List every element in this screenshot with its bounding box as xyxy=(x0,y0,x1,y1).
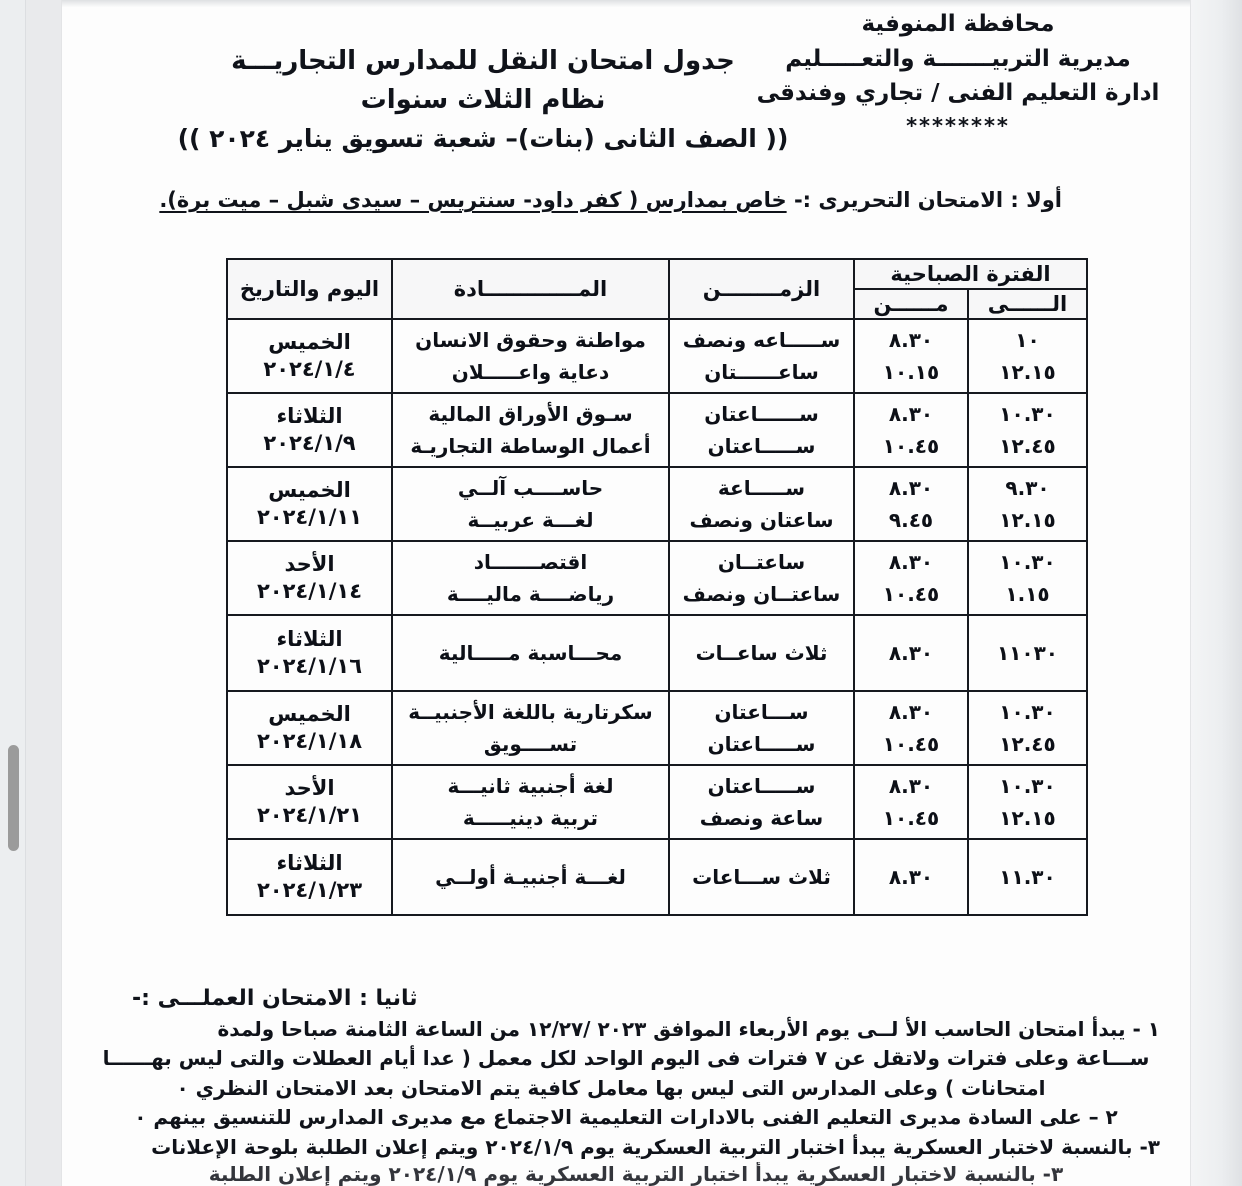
cell-duration xyxy=(669,765,854,839)
table-row xyxy=(227,839,1087,915)
table-row xyxy=(227,467,1087,541)
written-exam-label: أولا : الامتحان التحريرى :- xyxy=(793,188,1062,212)
table-row xyxy=(227,615,1087,691)
cell-time-to xyxy=(968,393,1087,467)
cell-time-to xyxy=(968,541,1087,615)
cell-day-date xyxy=(227,839,392,915)
cell-subject-line: رياضــــة ماليــــة xyxy=(446,582,615,606)
table-row xyxy=(227,541,1087,615)
cell-duration xyxy=(669,541,854,615)
cell-subject-line: لغة أجنبية ثانيـــة xyxy=(447,774,614,798)
cell-subject-line: مواطنة وحقوق الانسان xyxy=(415,328,646,352)
cell-subject xyxy=(392,467,669,541)
exam-date: ٢٠٢٤/١/٩ xyxy=(263,431,356,455)
header-to: الــــــى xyxy=(968,289,1087,319)
day-name: الثلاثاء xyxy=(276,850,343,875)
cell-duration-line: ســـــاعتان xyxy=(707,774,816,798)
cell-time-from-line: ١٠.٤٥ xyxy=(882,434,940,458)
cell-duration-line: ســـــاعتان xyxy=(707,434,816,458)
day-name: الخميس xyxy=(268,701,351,726)
table-row xyxy=(227,319,1087,393)
title-line-2: نظام الثلاث سنوات xyxy=(360,85,606,115)
cell-time-to-line: ١٢.١٥ xyxy=(999,508,1056,532)
exam-date: ٢٠٢٤/١/١٦ xyxy=(256,654,363,678)
header-day-date: اليوم والتاريخ xyxy=(227,259,392,319)
title-line-1: جدول امتحان النقل للمدارس التجاريـــة xyxy=(231,46,735,76)
exam-date: ٢٠٢٤/١/٢١ xyxy=(256,803,363,827)
cell-subject-line: لغـــة أجنبيـة أولــي xyxy=(435,865,626,889)
cell-time-from xyxy=(854,615,968,691)
cell-duration-line: ســـــاعة xyxy=(717,476,806,500)
cell-duration xyxy=(669,393,854,467)
cell-subject xyxy=(392,319,669,393)
cell-subject xyxy=(392,541,669,615)
cell-day-date xyxy=(227,541,392,615)
cell-day-date xyxy=(227,467,392,541)
cell-time-from xyxy=(854,691,968,765)
cell-time-to-line: ١٢.٤٥ xyxy=(999,732,1056,756)
cell-duration xyxy=(669,691,854,765)
cell-time-to-line: ١٢.١٥ xyxy=(999,360,1056,384)
header-subject: المـــــــــــــادة xyxy=(392,259,669,319)
cell-time-from xyxy=(854,839,968,915)
header-morning-period: الفترة الصباحية xyxy=(854,259,1087,289)
cell-time-from-line: ٩.٤٥ xyxy=(888,508,934,532)
note-item: ٢ – على السادة مديرى التعليم الفنى بالادارات التعليمية الاجتماع مع مديرى المدارس للتنسيق بينهم ٠ xyxy=(134,1105,1118,1130)
cell-time-from-line: ١٠.٤٥ xyxy=(882,732,940,756)
cell-time-from-line: ١٠.٤٥ xyxy=(882,806,940,830)
cell-time-to xyxy=(968,615,1087,691)
cell-time-to-line: ١٠ xyxy=(1015,328,1040,352)
clipped-bottom-line: ٣- بالنسبة لاختبار العسكرية يبدأ اختبار التربية العسكرية يوم ٢٠٢٤/١/٩ ويتم إعلان الطلبة xyxy=(208,1162,1064,1186)
cell-duration-line: ساعتــان xyxy=(717,550,806,574)
cell-time-to xyxy=(968,765,1087,839)
cell-time-from xyxy=(854,467,968,541)
cell-time-from-line: ٨.٣٠ xyxy=(888,774,934,798)
cell-duration-line: ساعتان ونصف xyxy=(689,508,834,532)
separator-stars: ******** xyxy=(906,113,1010,138)
table-body xyxy=(227,319,1087,915)
written-exam-scope-line xyxy=(159,188,1062,212)
cell-duration-line: ثلاث ســـاعات xyxy=(692,865,831,889)
cell-day-date xyxy=(227,393,392,467)
table-row xyxy=(227,691,1087,765)
cell-duration-line: ســـــاعتان xyxy=(707,732,816,756)
cell-time-from xyxy=(854,319,968,393)
day-name: الخميس xyxy=(268,477,351,502)
table-row xyxy=(227,765,1087,839)
note-item: امتحانات ) وعلى المدارس التى ليس بها معامل كافية يتم الامتحان بعد الامتحان النظري ٠ xyxy=(176,1075,1046,1100)
cell-subject-line: سـوق الأوراق المالية xyxy=(428,402,633,426)
cell-duration xyxy=(669,615,854,691)
cell-time-from-line: ١٠.١٥ xyxy=(882,360,940,384)
exam-date: ٢٠٢٤/١/١٤ xyxy=(256,579,363,603)
cell-day-date xyxy=(227,319,392,393)
cell-subject-line: محـــاسبة مـــــالية xyxy=(438,641,623,665)
cell-duration-line: ســـــاعه ونصف xyxy=(682,328,841,352)
cell-time-from-line: ٨.٣٠ xyxy=(888,402,934,426)
table-header xyxy=(227,259,1087,319)
cell-subject xyxy=(392,765,669,839)
cell-time-to-line: ١٠.٣٠ xyxy=(999,550,1056,574)
cell-subject-line: تســــويق xyxy=(483,732,578,756)
cell-time-from-line: ٨.٣٠ xyxy=(888,865,934,889)
table-header-row-1 xyxy=(227,259,1087,289)
governorate-name: محافظة المنوفية xyxy=(861,11,1055,37)
organization-header xyxy=(748,8,1168,144)
cell-time-to-line: ١٠.٣٠ xyxy=(999,700,1056,724)
exam-schedule-table xyxy=(226,258,1088,916)
cell-time-to xyxy=(968,467,1087,541)
note-item: ســـاعة وعلى فترات ولاتقل عن ٧ فترات فى اليوم الواحد لكل معمل ( عدا أيام العطلات والتى ليس بهــــــا xyxy=(102,1046,1150,1071)
cell-subject xyxy=(392,839,669,915)
cell-time-to-line: ١١.٣٠ xyxy=(999,865,1056,889)
cell-subject-line: سكرتارية باللغة الأجنبيــة xyxy=(408,700,653,724)
cell-subject-line: لغـــة عربيــة xyxy=(467,508,594,532)
document-page xyxy=(62,0,1190,1186)
day-name: الثلاثاء xyxy=(276,626,343,651)
notes-heading: ثانيا : الامتحان العملـــى :- xyxy=(132,986,418,1011)
exam-date: ٢٠٢٤/١/١١ xyxy=(256,505,363,529)
cell-time-to-line: ١٢.٤٥ xyxy=(999,434,1056,458)
cell-duration-line: ساعة ونصف xyxy=(699,806,824,830)
cell-time-from-line: ٨.٣٠ xyxy=(888,328,934,352)
title-line-3: (( الصف الثانى (بنات)– شعبة تسويق يناير ٢٠٢٤ )) xyxy=(177,124,789,153)
day-name: الخميس xyxy=(268,329,351,354)
cell-time-from xyxy=(854,765,968,839)
day-name: الثلاثاء xyxy=(276,403,343,428)
cell-time-to xyxy=(968,691,1087,765)
cell-time-from-line: ٨.٣٠ xyxy=(888,641,934,665)
cell-subject-line: اقتصـــــــاد xyxy=(473,550,588,574)
cell-time-from xyxy=(854,393,968,467)
vertical-scrollbar-track[interactable] xyxy=(0,0,26,1186)
exam-date: ٢٠٢٤/١/١٨ xyxy=(256,729,363,753)
cell-duration xyxy=(669,467,854,541)
cell-day-date xyxy=(227,615,392,691)
cell-subject-line: دعاية واعـــــلان xyxy=(451,360,610,384)
cell-duration-line: ساعــــــتان xyxy=(704,360,819,384)
directorate-name: مديرية التربيـــــــة والتعـــــليم xyxy=(785,45,1131,72)
cell-duration xyxy=(669,319,854,393)
cell-time-to-line: ١٢.١٥ xyxy=(999,806,1056,830)
exam-schedule-table-wrap xyxy=(228,258,1088,916)
cell-time-to-line: ١٠.٣٠ xyxy=(999,402,1056,426)
note-item: ٣- بالنسبة لاختبار العسكرية يبدأ اختبار التربية العسكرية يوم ٢٠٢٤/١/٩ ويتم إعلان الطلبة بلوحة الإعلانات xyxy=(151,1134,1160,1159)
department-name: ادارة التعليم الفنى / تجاري وفندقى xyxy=(756,80,1160,107)
day-name: الأحد xyxy=(284,551,335,576)
header-duration: الزمــــــــن xyxy=(669,259,854,319)
header-from: مــــــن xyxy=(854,289,968,319)
practical-exam-notes xyxy=(92,986,1160,1162)
cell-duration-line: ثلاث ساعــات xyxy=(695,641,828,665)
cell-duration-line: ســـاعتان xyxy=(714,700,809,724)
note-item: ١ - يبدأ امتحان الحاسب الأ لــى يوم الأربعاء الموافق ٢٠٢٣ /١٢/٢٧ من الساعة الثامنة صباحا ولمدة xyxy=(217,1017,1160,1041)
document-title xyxy=(168,42,798,158)
cell-subject-line: أعمال الوساطة التجاريـة xyxy=(410,434,651,458)
cell-subject xyxy=(392,691,669,765)
cell-time-to xyxy=(968,839,1087,915)
vertical-scrollbar-thumb[interactable] xyxy=(8,745,19,851)
cell-time-from-line: ٨.٣٠ xyxy=(888,476,934,500)
cell-time-from-line: ٨.٣٠ xyxy=(888,550,934,574)
cell-time-to-line: ٩.٣٠ xyxy=(1005,476,1050,500)
cell-time-to xyxy=(968,319,1087,393)
notes-list xyxy=(92,1015,1160,1161)
cell-duration-line: ساعتــان ونصف xyxy=(682,582,841,606)
cell-time-to-line: ١٠.٣٠ xyxy=(999,774,1056,798)
cell-time-from-line: ٨.٣٠ xyxy=(888,700,934,724)
exam-date: ٢٠٢٤/١/٤ xyxy=(263,357,356,381)
cell-time-from-line: ١٠.٤٥ xyxy=(882,582,940,606)
cell-duration xyxy=(669,839,854,915)
exam-date: ٢٠٢٤/١/٢٣ xyxy=(256,878,363,902)
table-row xyxy=(227,393,1087,467)
cell-subject-line: تربية دينيـــــة xyxy=(462,806,599,830)
cell-time-to-line: ١.١٥ xyxy=(1005,582,1050,606)
cell-day-date xyxy=(227,765,392,839)
cell-time-to-line: ١١٠٣٠ xyxy=(996,641,1059,665)
cell-subject xyxy=(392,615,669,691)
cell-subject-line: حاســــب آلــي xyxy=(457,476,604,500)
written-exam-schools: خاص بمدارس ( كفر داود- سنتريس – سيدى شبل – ميت برة). xyxy=(159,188,787,212)
cell-day-date xyxy=(227,691,392,765)
page-edge-shadow xyxy=(1190,0,1242,1186)
day-name: الأحد xyxy=(284,775,335,800)
cell-duration-line: ســــــاعتان xyxy=(704,402,819,426)
cell-time-from xyxy=(854,541,968,615)
cell-subject xyxy=(392,393,669,467)
